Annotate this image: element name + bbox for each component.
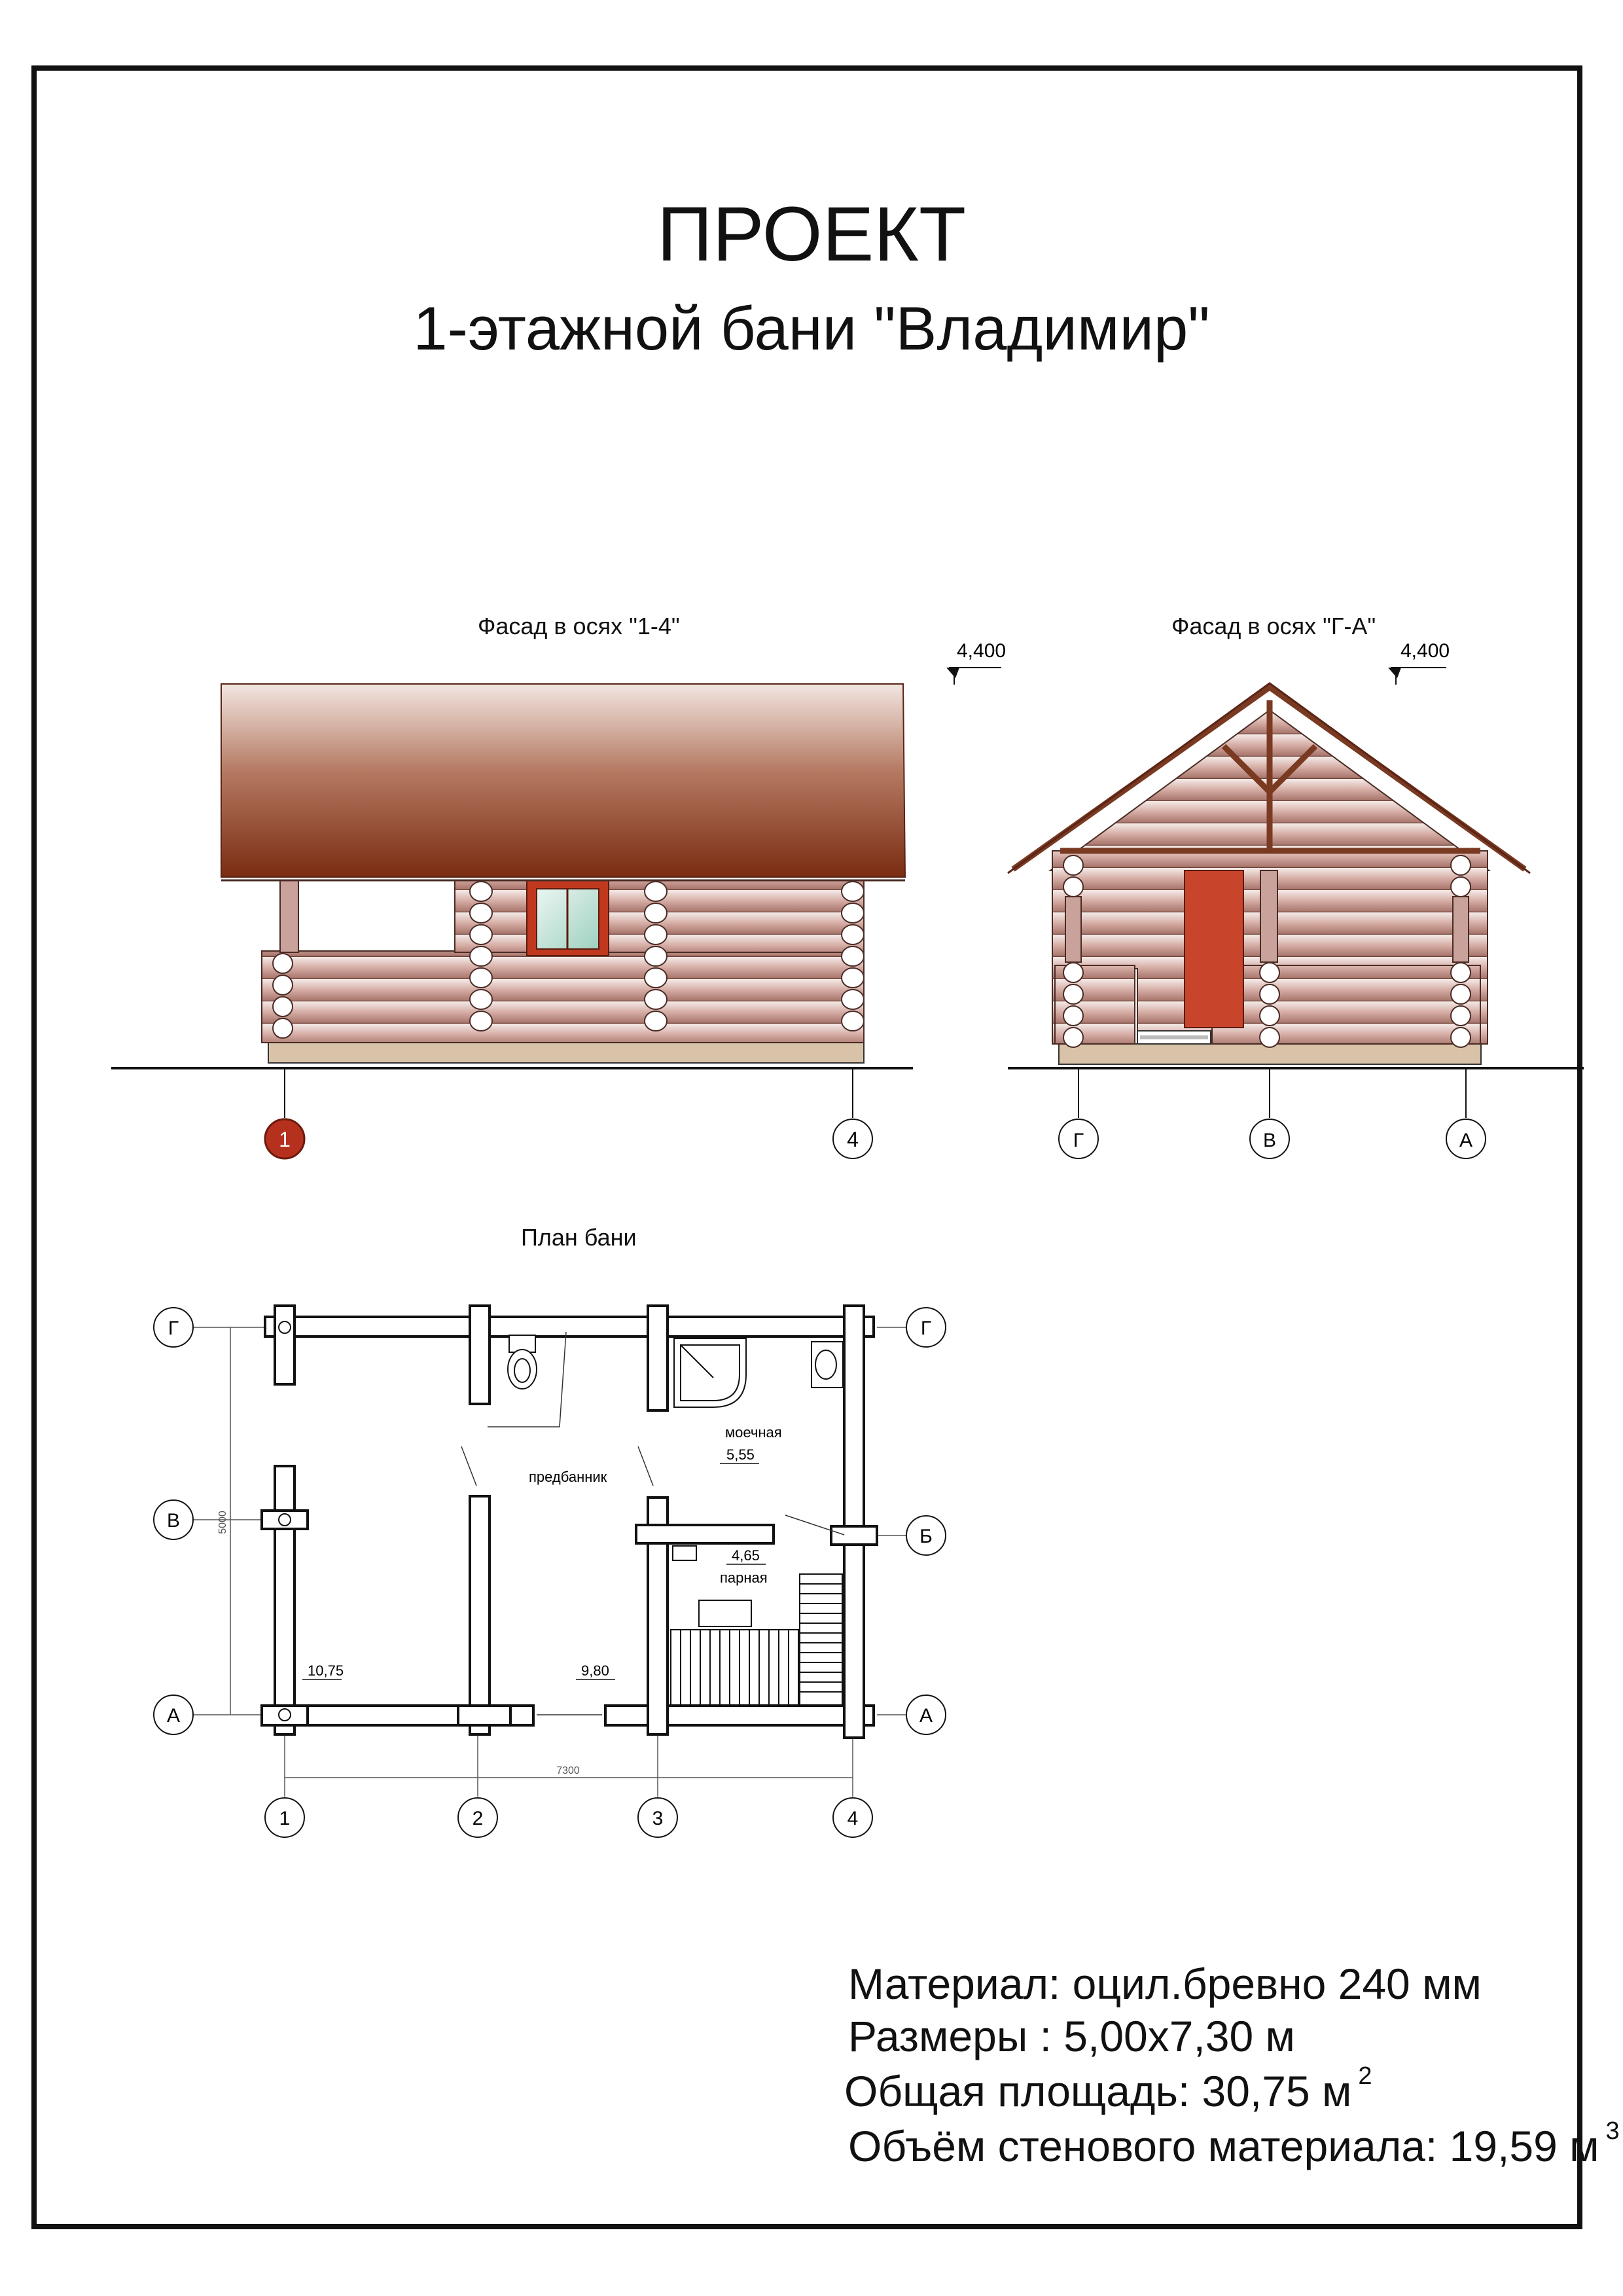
info-area-exp: 2 bbox=[1358, 2062, 1372, 2090]
info-area-text: Общая площадь: 30,75 м bbox=[844, 2067, 1352, 2115]
room-name: моечная bbox=[725, 1424, 782, 1441]
page-title: ПРОЕКТ bbox=[656, 191, 967, 278]
front-roof bbox=[221, 684, 905, 877]
sink-icon bbox=[812, 1342, 843, 1388]
front-axis-label: 4 bbox=[847, 1128, 859, 1151]
dim-width-value: 7300 bbox=[556, 1765, 580, 1776]
toilet-icon bbox=[508, 1335, 537, 1389]
front-elevation-mark bbox=[946, 668, 1001, 685]
side-axis-label: А bbox=[1459, 1130, 1473, 1151]
side-elevation-mark bbox=[1388, 668, 1446, 685]
plan-axis-label: 4 bbox=[847, 1808, 859, 1829]
plan-axis-label: 3 bbox=[652, 1808, 664, 1829]
front-facade bbox=[111, 640, 1006, 1158]
plan-axis-label: А bbox=[919, 1705, 933, 1727]
side-facade bbox=[1008, 640, 1584, 1158]
front-facade-label: Фасад в осях "1-4" bbox=[478, 613, 680, 639]
room-name: предбанник bbox=[529, 1469, 607, 1485]
plan-axis-label: Б bbox=[919, 1526, 933, 1547]
plan-axis-label: Г bbox=[168, 1318, 179, 1339]
stove-icon bbox=[673, 1546, 696, 1560]
steam-shelves bbox=[671, 1574, 842, 1705]
room-area: 4,65 bbox=[732, 1547, 760, 1564]
front-lower-wall bbox=[262, 951, 864, 1043]
page-subtitle: 1-этажной бани "Владимир" bbox=[413, 294, 1210, 363]
room-area: 5,55 bbox=[726, 1446, 755, 1463]
plan-axis-label: А bbox=[166, 1705, 181, 1727]
front-foundation bbox=[268, 1042, 864, 1063]
info-area bbox=[844, 2062, 1372, 2115]
front-axis-label: 1 bbox=[279, 1128, 291, 1151]
plan-axis-label: Г bbox=[920, 1318, 932, 1339]
porch-post bbox=[280, 880, 298, 952]
room-name: парная bbox=[720, 1570, 768, 1586]
side-axis-label: Г bbox=[1073, 1130, 1084, 1151]
floor-plan bbox=[154, 1306, 946, 1837]
plan-axis-label: 2 bbox=[472, 1808, 484, 1829]
plan-axis-label: В bbox=[166, 1510, 181, 1532]
area-value: 10,75 bbox=[308, 1662, 344, 1679]
info-volume-text: Объём стенового материала: 19,59 м bbox=[848, 2122, 1599, 2170]
dim-depth-value: 5000 bbox=[217, 1511, 228, 1534]
info-material: Материал: оцил.бревно 240 мм bbox=[848, 1960, 1482, 2008]
info-volume-exp: 3 bbox=[1605, 2117, 1620, 2145]
side-axis-label: В bbox=[1262, 1130, 1277, 1151]
area-value: 9,80 bbox=[581, 1662, 609, 1679]
side-door bbox=[1185, 870, 1243, 1028]
shower-icon bbox=[674, 1338, 746, 1407]
info-size: Размеры : 5,00x7,30 м bbox=[848, 2012, 1295, 2060]
side-elevation-value: 4,400 bbox=[1400, 640, 1450, 662]
plan-label: План бани bbox=[521, 1224, 637, 1251]
bench-icon bbox=[699, 1600, 751, 1626]
plan-axis-label: 1 bbox=[279, 1808, 291, 1829]
front-elevation-value: 4,400 bbox=[957, 640, 1007, 662]
side-facade-label: Фасад в осях "Г-А" bbox=[1171, 613, 1376, 639]
info-volume bbox=[848, 2117, 1620, 2170]
